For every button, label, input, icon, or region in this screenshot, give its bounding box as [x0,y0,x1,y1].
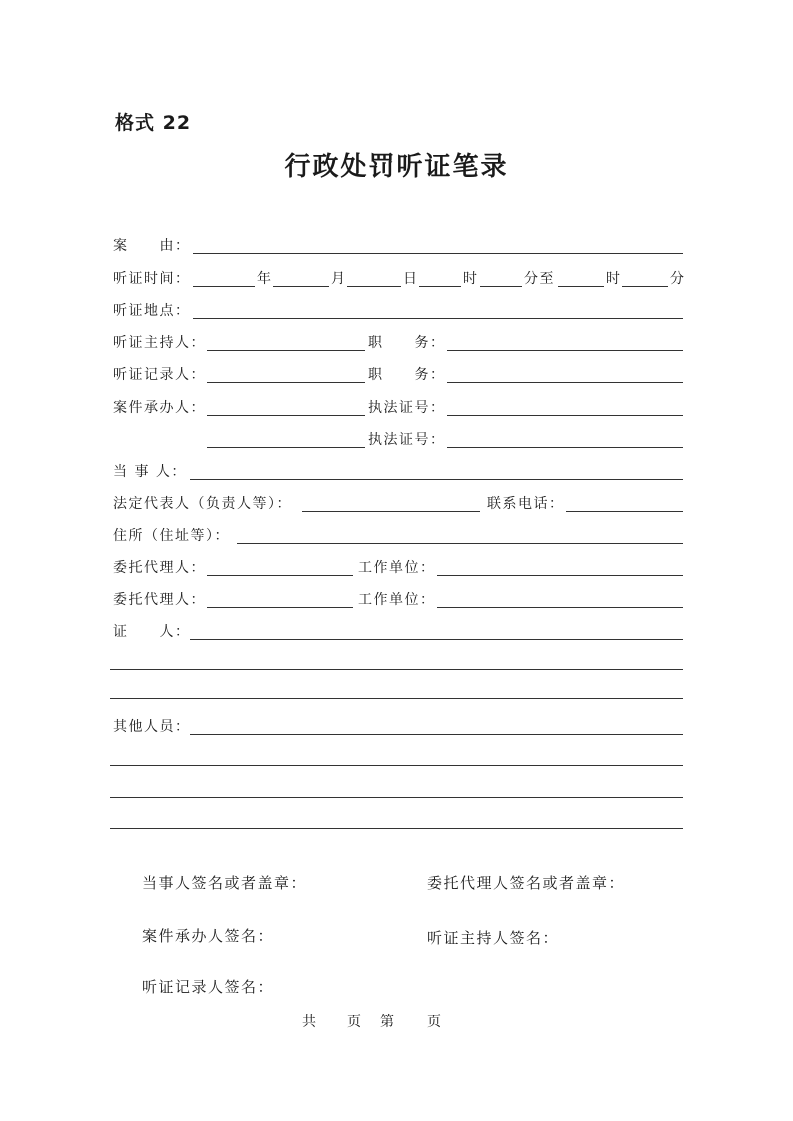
law-cert-label: 执法证号： [368,400,446,416]
agent-signature-label: 委托代理人签名或者盖章： [427,874,626,892]
handler-label: 案件承办人： [113,400,206,416]
month-field[interactable] [273,286,329,287]
legal-rep-label: 法定代表人（负责人等）： [113,496,292,512]
case-reason-field[interactable] [193,253,683,254]
legal-rep-field[interactable] [302,511,480,512]
hearing-time-label: 听证时间： [113,271,191,287]
phone-label: 联系电话： [487,496,565,512]
post-label: 职 务： [368,335,446,351]
address-label: 住所（住址等）： [113,528,230,544]
hearing-place-field[interactable] [193,318,683,319]
law-cert2-label: 执法证号： [368,432,446,448]
end-hour-unit: 时 [606,271,622,287]
law-cert-field[interactable] [447,415,683,416]
others-label: 其他人员： [113,719,191,735]
recorder-label: 听证记录人： [113,367,206,383]
handler-signature-label: 案件承办人签名： [142,927,275,945]
case-reason-label: 案 由： [113,238,191,254]
format-label: 格式 22 [115,112,192,134]
party-field[interactable] [190,479,683,480]
hour-unit: 时 [463,271,479,287]
party-label: 当 事 人： [113,464,187,480]
hearing-place-label: 听证地点： [113,303,191,319]
hour-field[interactable] [419,286,461,287]
unit1-field[interactable] [437,575,683,576]
post2-label: 职 务： [368,367,446,383]
others-extra-line[interactable] [110,828,683,829]
law-cert2-field[interactable] [447,447,683,448]
party-signature-label: 当事人签名或者盖章： [142,874,308,892]
agent2-field[interactable] [207,607,353,608]
phone-field[interactable] [566,511,683,512]
page-unit2-label: 页 [427,1014,441,1030]
host-signature-label: 听证主持人签名： [427,929,560,947]
unit2-field[interactable] [437,607,683,608]
witness-extra-line[interactable] [110,669,683,670]
handler2-field[interactable] [207,447,365,448]
year-unit: 年 [257,271,273,287]
recorder-signature-label: 听证记录人签名： [142,978,275,996]
others-extra-line[interactable] [110,765,683,766]
witness-label: 证 人： [113,624,191,640]
agent2-label: 委托代理人： [113,592,206,608]
year-field[interactable] [193,286,255,287]
post-field[interactable] [447,350,683,351]
host-label: 听证主持人： [113,335,206,351]
minute-field[interactable] [480,286,522,287]
handler-field[interactable] [207,415,365,416]
address-field[interactable] [237,543,683,544]
page-nth-label: 第 [380,1014,394,1030]
host-field[interactable] [207,350,365,351]
recorder-field[interactable] [207,382,365,383]
day-unit: 日 [403,271,419,287]
unit1-label: 工作单位： [358,560,436,576]
end-minute-field[interactable] [622,286,668,287]
month-unit: 月 [331,271,347,287]
end-hour-field[interactable] [558,286,604,287]
page-title: 行政处罚听证笔录 [284,152,509,182]
unit2-label: 工作单位： [358,592,436,608]
end-minute-unit: 分 [670,271,686,287]
post2-field[interactable] [447,382,683,383]
agent1-field[interactable] [207,575,353,576]
minute-to-unit: 分至 [524,271,555,287]
witness-extra-line[interactable] [110,698,683,699]
others-extra-line[interactable] [110,797,683,798]
page-unit-label: 页 [347,1014,361,1030]
agent1-label: 委托代理人： [113,560,206,576]
others-field[interactable] [190,734,683,735]
day-field[interactable] [347,286,401,287]
page-total-label: 共 [302,1014,316,1030]
witness-field[interactable] [190,639,683,640]
